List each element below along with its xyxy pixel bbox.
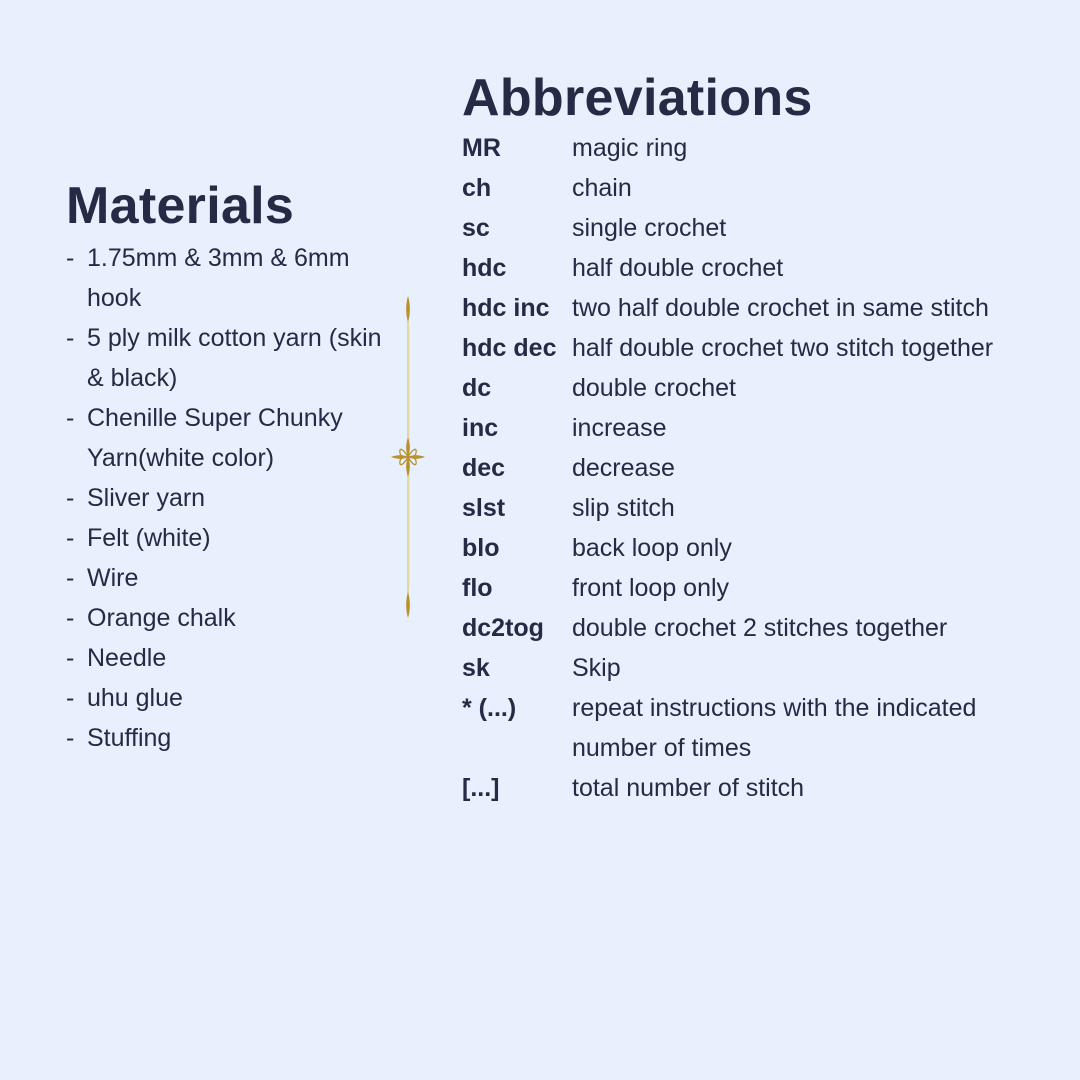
abbreviation-meaning: back loop only bbox=[572, 534, 732, 562]
list-dash: - bbox=[66, 524, 75, 552]
abbreviation-row bbox=[462, 328, 1062, 368]
abbreviation-meaning: decrease bbox=[572, 454, 675, 482]
list-dash: - bbox=[66, 684, 75, 712]
abbreviations-title: Abbreviations bbox=[462, 69, 813, 127]
list-dash: - bbox=[66, 404, 75, 432]
materials-item-text: 5 ply milk cotton yarn (skin & black) bbox=[87, 324, 382, 392]
list-dash: - bbox=[66, 324, 75, 352]
abbreviation-row bbox=[462, 248, 1062, 288]
abbreviation-key: [...] bbox=[462, 774, 500, 802]
materials-item-text: Stuffing bbox=[87, 724, 172, 752]
abbreviation-row bbox=[462, 528, 1062, 568]
abbreviation-key: dc2tog bbox=[462, 614, 544, 642]
abbreviation-meaning: two half double crochet in same stitch bbox=[572, 294, 989, 322]
abbreviation-key: hdc dec bbox=[462, 334, 557, 362]
materials-item-text: 1.75mm & 3mm & 6mm hook bbox=[87, 244, 350, 312]
abbreviations-table bbox=[462, 128, 1062, 808]
abbreviation-meaning: Skip bbox=[572, 654, 621, 682]
materials-item-text: Orange chalk bbox=[87, 604, 236, 632]
list-dash: - bbox=[66, 564, 75, 592]
ornament-svg bbox=[388, 296, 428, 618]
abbreviation-meaning: front loop only bbox=[572, 574, 730, 602]
abbreviation-row bbox=[462, 768, 1062, 808]
abbreviation-meaning: chain bbox=[572, 174, 632, 202]
abbreviation-row bbox=[462, 168, 1062, 208]
materials-item bbox=[66, 638, 386, 678]
abbreviation-meaning: double crochet bbox=[572, 374, 737, 402]
list-dash: - bbox=[66, 604, 75, 632]
abbreviation-meaning: half double crochet two stitch together bbox=[572, 334, 994, 362]
materials-item bbox=[66, 238, 386, 318]
materials-item-text: Sliver yarn bbox=[87, 484, 206, 512]
materials-item-text: Needle bbox=[87, 644, 167, 672]
abbreviation-row bbox=[462, 648, 1062, 688]
list-dash: - bbox=[66, 724, 75, 752]
abbreviation-row bbox=[462, 408, 1062, 448]
materials-list bbox=[66, 238, 386, 758]
abbreviation-key: hdc inc bbox=[462, 294, 550, 322]
materials-item bbox=[66, 398, 386, 478]
abbreviation-key: * (...) bbox=[462, 694, 517, 722]
abbreviation-key: MR bbox=[462, 134, 501, 162]
abbreviation-key: inc bbox=[462, 414, 499, 442]
abbreviation-meaning: half double crochet bbox=[572, 254, 784, 282]
materials-section bbox=[66, 176, 386, 758]
abbreviation-meaning: total number of stitch bbox=[572, 774, 805, 802]
materials-item bbox=[66, 678, 386, 718]
list-dash: - bbox=[66, 644, 75, 672]
abbreviation-meaning: slip stitch bbox=[572, 494, 675, 522]
materials-item-text: Felt (white) bbox=[87, 524, 211, 552]
abbreviation-row bbox=[462, 488, 1062, 528]
abbreviation-key: sc bbox=[462, 214, 490, 242]
abbreviation-row bbox=[462, 208, 1062, 248]
abbreviation-row bbox=[462, 568, 1062, 608]
abbreviation-key: sk bbox=[462, 654, 490, 682]
materials-item-text: Wire bbox=[87, 564, 139, 592]
abbreviation-row bbox=[462, 368, 1062, 408]
abbreviation-row bbox=[462, 448, 1062, 488]
abbreviation-meaning: increase bbox=[572, 414, 667, 442]
abbreviation-row bbox=[462, 128, 1062, 168]
abbreviation-meaning: magic ring bbox=[572, 134, 688, 162]
abbreviation-key: ch bbox=[462, 174, 492, 202]
materials-item bbox=[66, 598, 386, 638]
abbreviation-meaning: repeat instructions with the indicated number of times bbox=[572, 694, 977, 762]
abbreviation-key: hdc bbox=[462, 254, 507, 282]
materials-item bbox=[66, 318, 386, 398]
abbreviation-key: dc bbox=[462, 374, 492, 402]
materials-item bbox=[66, 718, 386, 758]
materials-item bbox=[66, 478, 386, 518]
materials-item-text: Chenille Super Chunky Yarn(white color) bbox=[87, 404, 343, 472]
materials-item bbox=[66, 518, 386, 558]
abbreviation-key: dec bbox=[462, 454, 506, 482]
materials-item-text: uhu glue bbox=[87, 684, 183, 712]
abbreviation-row bbox=[462, 288, 1062, 328]
abbreviation-row bbox=[462, 608, 1062, 648]
gold-ornament-divider-icon bbox=[388, 296, 428, 618]
abbreviation-meaning: single crochet bbox=[572, 214, 727, 242]
abbreviation-key: slst bbox=[462, 494, 506, 522]
abbreviation-key: blo bbox=[462, 534, 500, 562]
abbreviation-meaning: double crochet 2 stitches together bbox=[572, 614, 948, 642]
abbreviation-row bbox=[462, 688, 1062, 768]
abbreviations-section bbox=[462, 68, 1062, 808]
list-dash: - bbox=[66, 244, 75, 272]
abbreviation-key: flo bbox=[462, 574, 493, 602]
materials-item bbox=[66, 558, 386, 598]
materials-title: Materials bbox=[66, 177, 295, 235]
list-dash: - bbox=[66, 484, 75, 512]
